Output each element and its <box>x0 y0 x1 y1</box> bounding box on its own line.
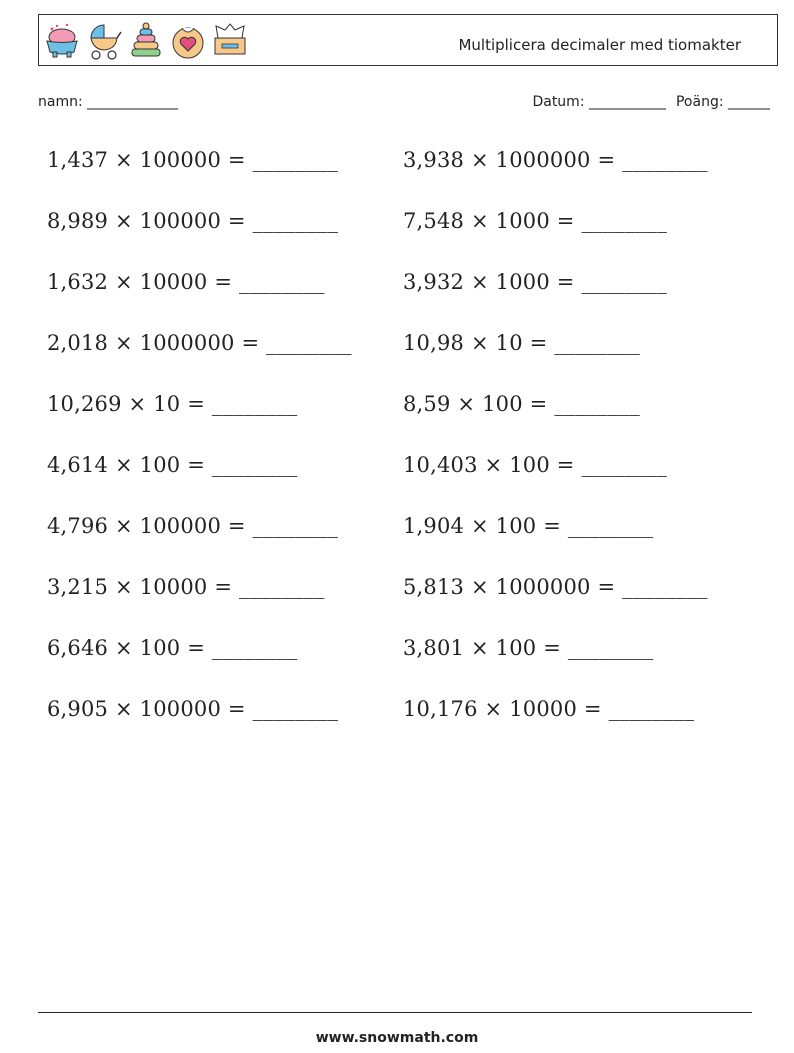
problem-item: 3,938 × 1000000 = ________ <box>403 148 708 172</box>
header-icons <box>43 19 249 63</box>
problem-item: 7,548 × 1000 = ________ <box>403 209 668 233</box>
name-field <box>38 94 178 110</box>
stacking-rings-toy-icon <box>127 20 165 62</box>
problem-row <box>0 384 794 445</box>
problem-row <box>0 262 794 323</box>
problem-row <box>0 567 794 628</box>
problem-item: 3,801 × 100 = ________ <box>403 636 654 660</box>
problem-item: 10,403 × 100 = ________ <box>403 453 668 477</box>
problem-item: 4,796 × 100000 = ________ <box>47 514 339 538</box>
problem-item: 4,614 × 100 = ________ <box>47 453 298 477</box>
baby-bib-icon <box>169 20 207 62</box>
baby-bath-icon <box>43 20 81 62</box>
baby-stroller-icon <box>85 20 123 62</box>
problem-item: 10,269 × 10 = ________ <box>47 392 298 416</box>
footer-divider <box>38 1012 752 1013</box>
problem-item: 1,437 × 100000 = ________ <box>47 148 339 172</box>
problem-item: 2,018 × 1000000 = ________ <box>47 331 352 355</box>
problem-item: 10,98 × 10 = ________ <box>403 331 640 355</box>
score-label: Poäng: ______ <box>675 94 770 110</box>
footer-url: www.snowmath.com <box>315 1030 479 1046</box>
worksheet-title: Multiplicera decimaler med tiomakter <box>458 36 741 54</box>
worksheet-header <box>38 14 778 66</box>
name-label: namn: _____________ <box>38 94 179 110</box>
problem-item: 1,632 × 10000 = ________ <box>47 270 325 294</box>
problem-row <box>0 689 794 750</box>
problem-item: 8,59 × 100 = ________ <box>403 392 640 416</box>
problem-item: 3,932 × 1000 = ________ <box>403 270 668 294</box>
tissue-box-icon <box>211 20 249 62</box>
problem-item: 10,176 × 10000 = ________ <box>403 697 695 721</box>
problem-row <box>0 445 794 506</box>
date-score-fields <box>532 94 770 110</box>
problem-row <box>0 140 794 201</box>
problem-item: 6,905 × 100000 = ________ <box>47 697 339 721</box>
problem-item: 3,215 × 10000 = ________ <box>47 575 325 599</box>
date-label: Datum: ___________ <box>532 94 666 110</box>
problem-row <box>0 201 794 262</box>
problem-row <box>0 506 794 567</box>
problem-row <box>0 628 794 689</box>
problem-item: 1,904 × 100 = ________ <box>403 514 654 538</box>
problem-item: 8,989 × 100000 = ________ <box>47 209 339 233</box>
problem-row <box>0 323 794 384</box>
problem-item: 5,813 × 1000000 = ________ <box>403 575 708 599</box>
problem-item: 6,646 × 100 = ________ <box>47 636 298 660</box>
